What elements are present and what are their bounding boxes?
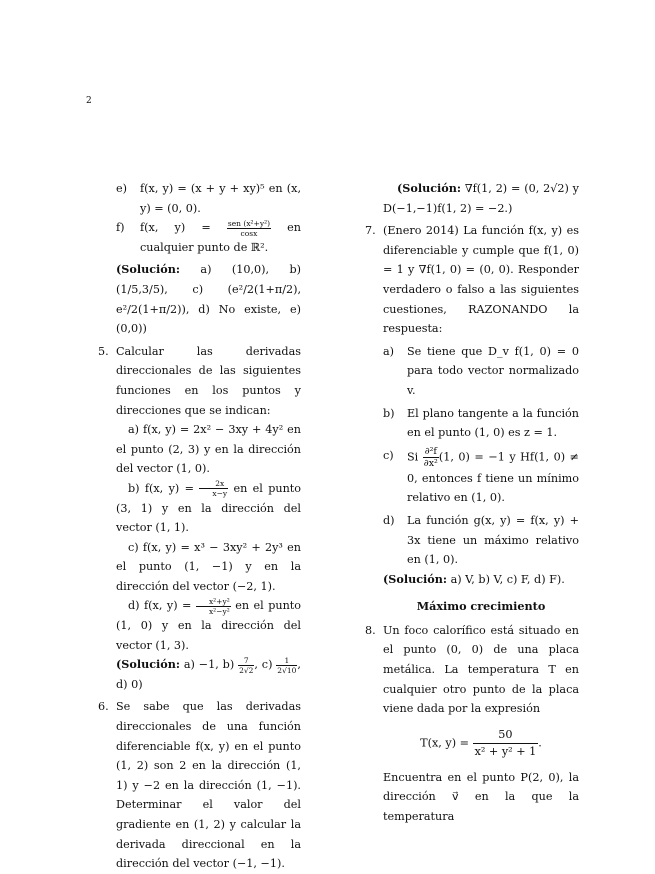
question-text: (Enero 2014) La función f(x, y) es diferenciable y cumple que f(1, 0) = 1 y ∇f(1, 0) = (0, 0). Responder verdadero o falso a las siguientes cuestiones, RAZONANDO la respuesta: [383,224,579,336]
item-7d: d) La función g(x, y) = f(x, y) + 3x tiene un máximo relativo en (1, 0). [383,513,579,567]
item-4e [116,179,301,218]
solution-label: (Solución: [397,181,462,195]
solution-text: ∇f(1, 2) = (0, 2√2) y D(−1,−1)f(1, 2) = −2.) [383,182,579,215]
solution-7: (Solución: a) V, b) V, c) F, d) F). [383,571,565,586]
fraction: $\frac{1}{2√10}$ [277,655,297,675]
question-text: Un foco calorífico está situado en el punto (0, 0) de una placa metálica. La temperatura T en cualquier otro punto de la placa viene dada por la expresión [383,623,579,716]
question-text: Calcular las derivadas direccionales de las siguientes funciones en los puntos y direcciones que se indican: [116,344,301,417]
solution-label: (Solución: [116,262,181,277]
question-number: 6. [98,700,109,714]
item-5d: d) f(x, y) = $\frac{\text{x²+y²}}{\text{x²−y²}}$ en el punto (1, 0) y en la dirección del vector (1, 3). [116,596,302,652]
fraction: $\frac{7}{2√2}$ [239,655,254,675]
solution-5: (Solución: a) −1, b) $\frac{7}{2√2}$ , c) $\frac{1}{2√10}$ , d) 0) [116,655,301,691]
fraction: $\frac{2x}{x-y}$ [199,479,228,498]
question-8 [365,621,579,827]
item-7c: c) Si $\frac{\text{∂²f}}{\text{∂x²}}$ (1, 0) = −1 y Hf(1, 0) ≠ 0, entonces f tiene un mínimo relativo en (1, 0). [383,445,579,505]
equation: T(x, y) = $\frac{50}{\text{x² + y² + 1}}$ . [420,727,542,758]
item-label: f) [116,221,125,235]
fraction: $\frac{50}{\text{x² + y² + 1}}$ [474,727,537,758]
question-number: 7. [365,224,376,238]
question-number: 8. [365,623,376,637]
item-5a: a) f(x, y) = 2x² − 3xy + 4y² en el punto (2, 3) y en la dirección del vector (1, 0). [116,423,301,476]
fraction: $\frac{\text{sen (x²+y²)}}{\cos x}$ [227,218,271,238]
left-column [98,179,302,874]
right-column [365,179,579,827]
item-4f [116,218,301,257]
item-7b: b) El plano tangente a la función en el punto (1, 0) es z = 1. [383,406,579,440]
question-7 [365,221,579,589]
solution-6 [383,179,579,218]
section-heading: Máximo crecimiento [416,599,546,614]
item-text: f(x, y) = [140,221,211,235]
question-text: Se sabe que las derivadas direccionales de una función diferenciable f(x, y) en el punto (1, 2) son 2 en la dirección (1, 1) y −2 en la dirección (1, −1). Determinar el valor del gradiente en (1, 2) y calcular la derivada direccional en la dirección del vector (−1, −1). [116,700,301,871]
solution-label: (Solución: [383,571,448,586]
item-7a: a) Se tiene que D_v f(1, 0) = 0 para todo vector normalizado v. [383,344,579,397]
fraction: $\frac{\text{x²+y²}}{\text{x²−y²}}$ [196,597,231,616]
question-5 [98,342,302,695]
solution-label: (Solución: [116,657,181,672]
item-label: e) [116,182,127,195]
item-text: f(x, y) = (x + y + xy)⁵ en (x, y) = (0, 0). [140,182,301,215]
page-number: 2 [86,96,92,106]
question-6 [98,697,301,873]
item-5b: b) f(x, y) = $\frac{2x}{x-y}$ en el punto (3, 1) y en la dirección del vector (1, 1). [116,479,302,535]
solution-4 [116,260,301,338]
item-5c: c) f(x, y) = x³ − 3xy² + 2y³ en el punto (1, −1) y en la dirección del vector (−2, 1). [116,540,301,593]
question-number: 5. [98,344,109,358]
item-text: en cualquier punto de ℝ². [140,221,301,254]
question-text: Encuentra en el punto P(2, 0), la dirección v⃗ en la que la temperatura [383,770,579,824]
fraction: $\frac{\text{∂²f}}{\text{∂x²}}$ [423,445,438,469]
solution-text: a) (10,0), b) (1/5,3/5), c) (e²/2(1+π/2), e²/2(1+π/2)), d) No existe, e) (0,0)) [116,263,301,336]
